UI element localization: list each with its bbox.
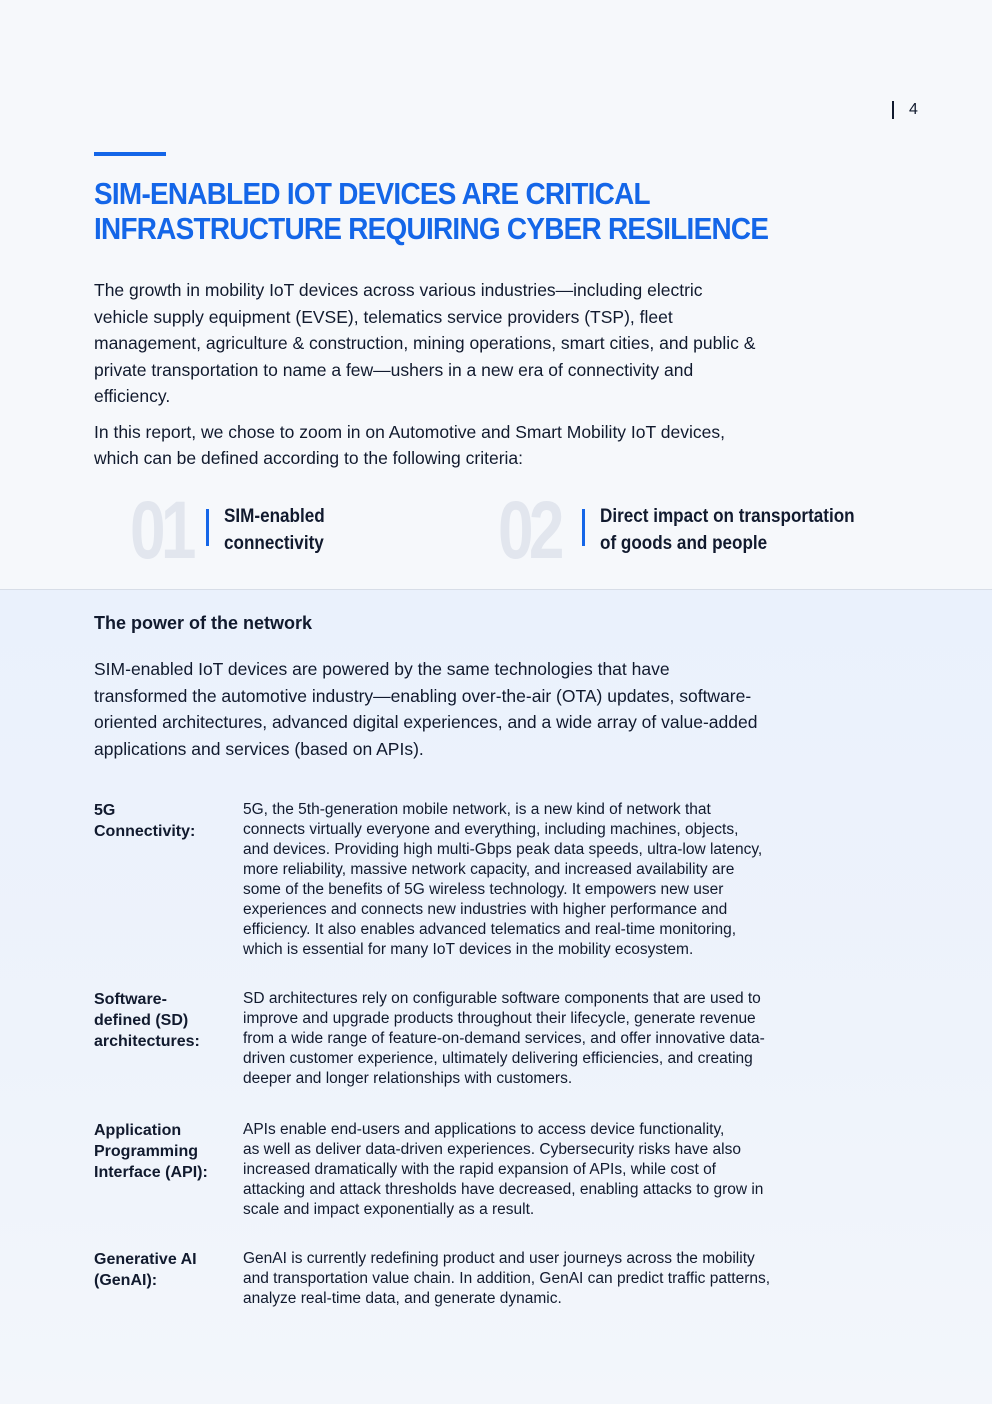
criterion-number: 01 <box>130 485 192 576</box>
technology-description-line: 5G, the 5th-generation mobile network, is a new kind of network that <box>243 801 711 818</box>
technology-term <box>94 1249 229 1291</box>
technology-term-line: architectures: <box>94 1033 200 1050</box>
page-title-line-1: SIM-ENABLED IOT DEVICES ARE CRITICAL <box>94 176 650 211</box>
technology-description <box>243 1249 823 1309</box>
criterion-label-line: of goods and people <box>600 533 768 554</box>
intro-text <box>94 277 759 481</box>
technology-term-line: Generative AI <box>94 1251 197 1268</box>
criterion-divider <box>206 509 209 546</box>
technology-term-line: Connectivity: <box>94 823 196 840</box>
technology-description-line: GenAI is currently redefining product and user journeys across the mobility <box>243 1250 755 1267</box>
technology-term-line: defined (SD) <box>94 1012 189 1029</box>
technology-description-line: deeper and longer relationships with customers. <box>243 1070 573 1087</box>
page-number-block <box>892 100 918 120</box>
technology-term-line: Interface (API): <box>94 1164 208 1181</box>
page-number: 4 <box>909 101 918 118</box>
technology-description-line: from a wide range of feature-on-demand services, and offer innovative data- <box>243 1030 765 1047</box>
technology-description-line: efficiency. It also enables advanced telematics and real-time monitoring, <box>243 921 737 938</box>
criterion-label <box>224 503 431 557</box>
criterion-divider <box>582 509 585 546</box>
technology-term-line: (GenAI): <box>94 1272 158 1289</box>
network-heading: The power of the network <box>94 613 313 633</box>
technology-description-line: some of the benefits of 5G wireless technology. It empowers new user <box>243 881 724 898</box>
technology-description-line: analyze real-time data, and generate dynamic. <box>243 1290 562 1307</box>
technology-term <box>94 800 229 842</box>
technology-description-line: improve and upgrade products throughout their lifecycle, generate revenue <box>243 1010 756 1027</box>
page-title <box>94 176 778 246</box>
network-paragraph: SIM-enabled IoT devices are powered by the same technologies that have transformed the automotive industry—enabling over-the-air (OTA) updates, software-oriented architectures, advanced digital experiences, and a wide array of value-added applications and services (based on APIs). <box>94 659 758 759</box>
technology-term <box>94 1120 229 1183</box>
criterion-number: 02 <box>498 485 560 576</box>
page-title-line-2: INFRASTRUCTURE REQUIRING CYBER RESILIENCE <box>94 211 769 246</box>
technology-term-line: Software- <box>94 991 167 1008</box>
criterion-item <box>498 485 918 576</box>
technology-description-line: attacking and attack thresholds have decreased, enabling attacks to grow in <box>243 1181 764 1198</box>
criteria-list <box>0 485 992 576</box>
technology-term <box>94 989 229 1052</box>
technology-term-line: Programming <box>94 1143 199 1160</box>
technology-description-line: more reliability, massive network capacity, and increased availability are <box>243 861 735 878</box>
page-number-divider <box>892 101 894 119</box>
intro-paragraph: The growth in mobility IoT devices across various industries—including electric vehicle supply equipment (EVSE), telematics service providers (TSP), fleet management, agriculture & construction, mining operations, smart cities, and public & private transportation to name a few—ushers in a new era of connectivity and efficiency. <box>94 280 756 406</box>
technology-description <box>243 800 823 960</box>
technology-description-line: connects virtually everyone and everything, including machines, objects, <box>243 821 739 838</box>
technology-description-line: which is essential for many IoT devices in the mobility ecosystem. <box>243 941 694 958</box>
technology-description-line: SD architectures rely on configurable software components that are used to <box>243 990 761 1007</box>
criterion-label-line: Direct impact on transportation <box>600 506 855 527</box>
technology-description-line: APIs enable end-users and applications to access device functionality, <box>243 1121 725 1138</box>
technology-description-line: driven customer experience, ultimately delivering efficiencies, and creating <box>243 1050 753 1067</box>
technology-description-line: and transportation value chain. In addition, GenAI can predict traffic patterns, <box>243 1270 771 1287</box>
technology-description-line: experiences and connects new industries with higher performance and <box>243 901 728 918</box>
technology-description <box>243 989 823 1089</box>
technology-description <box>243 1120 823 1220</box>
technology-term-line: 5G <box>94 802 116 819</box>
technology-description-line: increased dramatically with the rapid expansion of APIs, while cost of <box>243 1161 716 1178</box>
title-accent-bar <box>94 152 166 156</box>
criterion-label-line: connectivity <box>224 533 324 554</box>
technology-description-line: and devices. Providing high multi-Gbps peak data speeds, ultra-low latency, <box>243 841 763 858</box>
technology-term-line: Application <box>94 1122 182 1139</box>
technology-description-line: as well as deliver data-driven experiences. Cybersecurity risks have also <box>243 1141 741 1158</box>
criterion-label <box>600 503 888 557</box>
criterion-item <box>130 485 460 576</box>
intro-paragraph: In this report, we chose to zoom in on Automotive and Smart Mobility IoT devices, which can be defined according to the following criteria: <box>94 421 725 468</box>
criterion-label-line: SIM-enabled <box>224 506 325 527</box>
technology-description-line: scale and impact exponentially as a result. <box>243 1201 535 1218</box>
